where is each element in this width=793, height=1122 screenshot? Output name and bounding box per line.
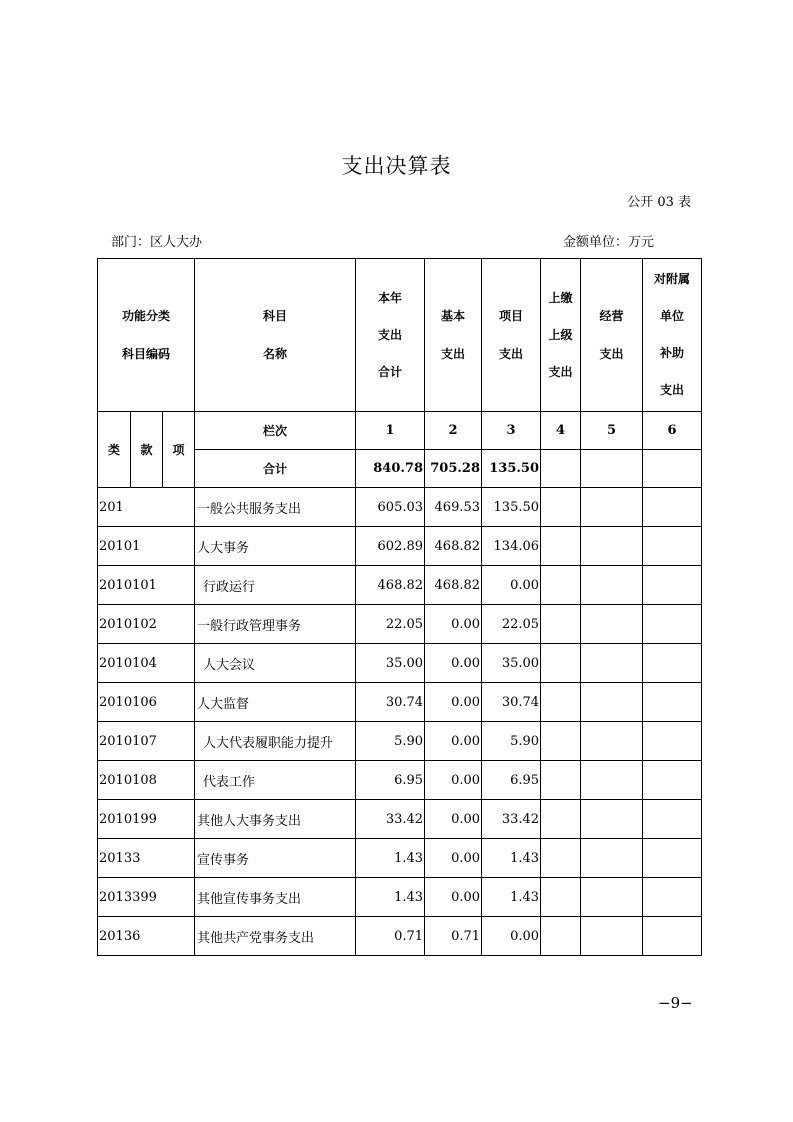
cell-basic: 0.00 [425,605,482,644]
cell-project: 33.42 [482,800,541,839]
cell-upper [541,839,581,878]
cell-basic: 0.00 [425,800,482,839]
table-body [98,488,702,956]
form-number: 公开 03 表 [627,195,691,210]
cell-basic: 468.82 [425,566,482,605]
total-value [643,450,702,488]
cell-basic: 0.00 [425,644,482,683]
subject-name: 其他人大事务支出 [195,800,356,839]
cell-subsidy [643,488,702,527]
cell-upper [541,683,581,722]
cell-upper [541,644,581,683]
cell-subsidy [643,527,702,566]
cell-subsidy [643,800,702,839]
cell-subsidy [643,683,702,722]
header-kuan: 款 [131,412,163,488]
page-title: 支出决算表 [341,154,452,178]
cell-operation [581,488,643,527]
cell-upper [541,722,581,761]
cell-total: 1.43 [356,878,425,917]
cell-project: 6.95 [482,761,541,800]
cell-upper [541,917,581,956]
cell-project: 30.74 [482,683,541,722]
cell-upper [541,566,581,605]
cell-subsidy [643,839,702,878]
total-label: 合计 [195,450,356,488]
subject-name: 人大代表履职能力提升 [195,722,356,761]
subject-name: 其他共产党事务支出 [195,917,356,956]
cell-project: 1.43 [482,839,541,878]
cell-total: 468.82 [356,566,425,605]
table-row [98,878,702,917]
cell-basic: 0.71 [425,917,482,956]
col-num: 6 [643,412,702,450]
table-row [98,566,702,605]
expenditure-table [97,258,702,956]
table-row [98,761,702,800]
cell-upper [541,527,581,566]
cell-operation [581,566,643,605]
header-subject-name: 科目 名称 [195,259,356,412]
total-value: 705.28 [425,450,482,488]
total-value: 840.78 [356,450,425,488]
cell-upper [541,605,581,644]
cell-upper [541,488,581,527]
cell-project: 134.06 [482,527,541,566]
cell-subsidy [643,917,702,956]
total-value [541,450,581,488]
cell-basic: 0.00 [425,878,482,917]
currency-unit-label: 金额单位：万元 [563,235,655,250]
header-basic: 基本 支出 [425,259,482,412]
row-index-label: 栏次 [195,412,356,450]
header-row [98,259,702,412]
cell-project: 0.00 [482,917,541,956]
page-number: −9− [658,994,693,1012]
cell-subsidy [643,605,702,644]
subject-code: 2010101 [98,566,195,605]
cell-basic: 0.00 [425,683,482,722]
cell-total: 0.71 [356,917,425,956]
cell-basic: 469.53 [425,488,482,527]
header-upper: 上缴 上级 支出 [541,259,581,412]
subject-code: 20136 [98,917,195,956]
cell-operation [581,683,643,722]
subject-name: 行政运行 [195,566,356,605]
header-xiang: 项 [163,412,195,488]
cell-operation [581,800,643,839]
cell-upper [541,800,581,839]
header-subsidy: 对附属 单位 补助 支出 [643,259,702,412]
cell-operation [581,839,643,878]
subject-code: 2010108 [98,761,195,800]
subject-code: 2010104 [98,644,195,683]
cell-basic: 0.00 [425,839,482,878]
cell-subsidy [643,644,702,683]
header-lei: 类 [98,412,131,488]
subject-code: 20101 [98,527,195,566]
col-num: 3 [482,412,541,450]
table-row [98,683,702,722]
cell-operation [581,527,643,566]
column-index-row [98,412,702,450]
cell-upper [541,878,581,917]
cell-operation [581,722,643,761]
table-row [98,644,702,683]
cell-project: 0.00 [482,566,541,605]
subject-code: 20133 [98,839,195,878]
col-num: 1 [356,412,425,450]
cell-operation [581,878,643,917]
col-num: 2 [425,412,482,450]
cell-operation [581,761,643,800]
table-row [98,488,702,527]
cell-operation [581,644,643,683]
subject-code: 2013399 [98,878,195,917]
cell-basic: 468.82 [425,527,482,566]
cell-subsidy [643,722,702,761]
cell-total: 30.74 [356,683,425,722]
cell-upper [541,761,581,800]
subject-code: 2010106 [98,683,195,722]
cell-subsidy [643,878,702,917]
cell-project: 1.43 [482,878,541,917]
department-label: 部门：区人大办 [111,235,203,250]
subject-name: 宣传事务 [195,839,356,878]
subject-name: 人大会议 [195,644,356,683]
subject-code: 201 [98,488,195,527]
table-row [98,839,702,878]
header-total: 本年 支出 合计 [356,259,425,412]
cell-subsidy [643,566,702,605]
table-row [98,917,702,956]
table-row [98,722,702,761]
subject-code: 2010107 [98,722,195,761]
col-num: 5 [581,412,643,450]
subject-name: 一般公共服务支出 [195,488,356,527]
header-operation: 经营 支出 [581,259,643,412]
subject-name: 代表工作 [195,761,356,800]
cell-basic: 0.00 [425,722,482,761]
cell-operation [581,605,643,644]
col-num: 4 [541,412,581,450]
table-row [98,605,702,644]
cell-total: 35.00 [356,644,425,683]
cell-total: 6.95 [356,761,425,800]
cell-project: 5.90 [482,722,541,761]
header-project: 项目 支出 [482,259,541,412]
table-row [98,800,702,839]
cell-operation [581,917,643,956]
cell-basic: 0.00 [425,761,482,800]
cell-total: 605.03 [356,488,425,527]
total-value: 135.50 [482,450,541,488]
subject-name: 一般行政管理事务 [195,605,356,644]
subject-code: 2010102 [98,605,195,644]
cell-project: 35.00 [482,644,541,683]
cell-project: 135.50 [482,488,541,527]
subject-name: 人大监督 [195,683,356,722]
cell-total: 1.43 [356,839,425,878]
table-row [98,527,702,566]
cell-subsidy [643,761,702,800]
cell-total: 602.89 [356,527,425,566]
subject-code: 2010199 [98,800,195,839]
cell-total: 5.90 [356,722,425,761]
cell-total: 33.42 [356,800,425,839]
total-value [581,450,643,488]
cell-project: 22.05 [482,605,541,644]
header-function-class: 功能分类 科目编码 [98,259,195,412]
cell-total: 22.05 [356,605,425,644]
subject-name: 其他宣传事务支出 [195,878,356,917]
subject-name: 人大事务 [195,527,356,566]
